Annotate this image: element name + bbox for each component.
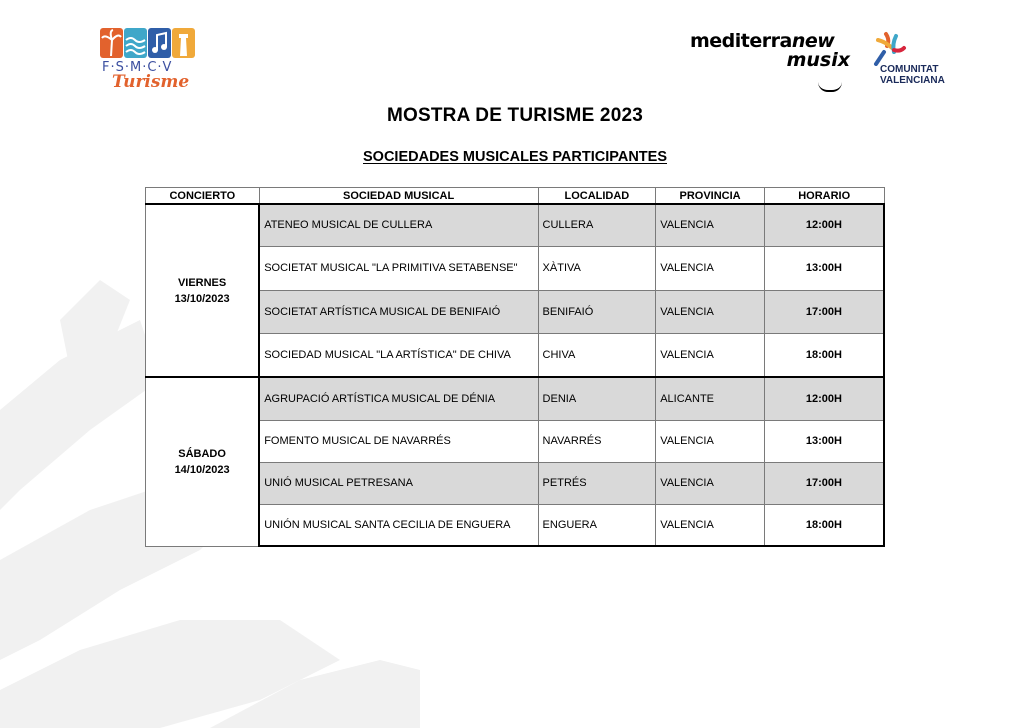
horario-cell: 17:00H xyxy=(764,462,884,504)
sociedad-cell: SOCIETAT MUSICAL "LA PRIMITIVA SETABENSE" xyxy=(259,246,538,290)
localidad-cell: NAVARRÉS xyxy=(538,420,656,462)
provincia-cell: VALENCIA xyxy=(656,333,765,377)
horario-cell: 12:00H xyxy=(764,204,884,246)
sociedad-cell: ATENEO MUSICAL DE CULLERA xyxy=(259,204,538,246)
horario-cell: 18:00H xyxy=(764,504,884,546)
concert-day-cell xyxy=(146,377,260,546)
music-note-icon xyxy=(148,28,171,58)
horario-cell: 12:00H xyxy=(764,377,884,420)
tower-icon xyxy=(172,28,195,58)
table-row xyxy=(146,204,885,246)
provincia-cell: ALICANTE xyxy=(656,377,765,420)
provincia-cell: VALENCIA xyxy=(656,246,765,290)
localidad-cell: CULLERA xyxy=(538,204,656,246)
table-header-row xyxy=(146,188,885,205)
provincia-cell: VALENCIA xyxy=(656,462,765,504)
smile-mark-icon xyxy=(818,82,842,92)
sociedad-cell: SOCIETAT ARTÍSTICA MUSICAL DE BENIFAIÓ xyxy=(259,290,538,333)
header-provincia: PROVINCIA xyxy=(656,188,765,205)
header-horario: HORARIO xyxy=(764,188,884,205)
palm-tree-icon xyxy=(100,28,123,58)
table-row xyxy=(146,377,885,420)
comunitat-valenciana-logo xyxy=(866,30,956,90)
header-sociedad-musical: SOCIEDAD MUSICAL xyxy=(259,188,538,205)
horario-cell: 13:00H xyxy=(764,246,884,290)
localidad-cell: DENIA xyxy=(538,377,656,420)
sociedad-cell: AGRUPACIÓ ARTÍSTICA MUSICAL DE DÉNIA xyxy=(259,377,538,420)
cv-emblem-icon xyxy=(870,30,910,66)
cv-line1: COMUNITAT xyxy=(880,64,939,75)
sociedad-cell: SOCIEDAD MUSICAL "LA ARTÍSTICA" DE CHIVA xyxy=(259,333,538,377)
header-concierto: CONCIERTO xyxy=(146,188,260,205)
horario-cell: 17:00H xyxy=(764,290,884,333)
mediterranew-text-b: new xyxy=(791,30,835,52)
mediterranew-musix-logo xyxy=(690,30,850,86)
fsmcv-acronym: F·S·M·C·V xyxy=(102,60,173,75)
provincia-cell: VALENCIA xyxy=(656,204,765,246)
header-localidad: LOCALIDAD xyxy=(538,188,656,205)
musix-text: musix xyxy=(786,49,850,71)
localidad-cell: PETRÉS xyxy=(538,462,656,504)
cv-line2: VALENCIANA xyxy=(880,75,945,86)
horario-cell: 18:00H xyxy=(764,333,884,377)
sociedad-cell: FOMENTO MUSICAL DE NAVARRÉS xyxy=(259,420,538,462)
provincia-cell: VALENCIA xyxy=(656,504,765,546)
schedule-table xyxy=(145,187,885,547)
provincia-cell: VALENCIA xyxy=(656,420,765,462)
concert-date: 13/10/2023 xyxy=(174,292,230,305)
localidad-cell: ENGUERA xyxy=(538,504,656,546)
localidad-cell: XÀTIVA xyxy=(538,246,656,290)
mediterranew-text-a: mediterra xyxy=(690,30,792,52)
turisme-script-text: Turisme xyxy=(112,72,190,92)
localidad-cell: BENIFAIÓ xyxy=(538,290,656,333)
concert-day-cell xyxy=(146,204,260,377)
concert-date: 14/10/2023 xyxy=(174,463,230,476)
concert-day: VIERNES xyxy=(177,276,227,289)
sociedad-cell: UNIÓ MUSICAL PETRESANA xyxy=(259,462,538,504)
horario-cell: 13:00H xyxy=(764,420,884,462)
waves-icon xyxy=(124,28,147,58)
provincia-cell: VALENCIA xyxy=(656,290,765,333)
fsmcv-turisme-logo xyxy=(100,28,202,98)
page-title: MOSTRA DE TURISME 2023 xyxy=(386,105,644,126)
page-subtitle: SOCIEDADES MUSICALES PARTICIPANTES xyxy=(363,149,667,165)
sociedad-cell: UNIÓN MUSICAL SANTA CECILIA DE ENGUERA xyxy=(259,504,538,546)
localidad-cell: CHIVA xyxy=(538,333,656,377)
concert-day: SÁBADO xyxy=(178,447,226,460)
